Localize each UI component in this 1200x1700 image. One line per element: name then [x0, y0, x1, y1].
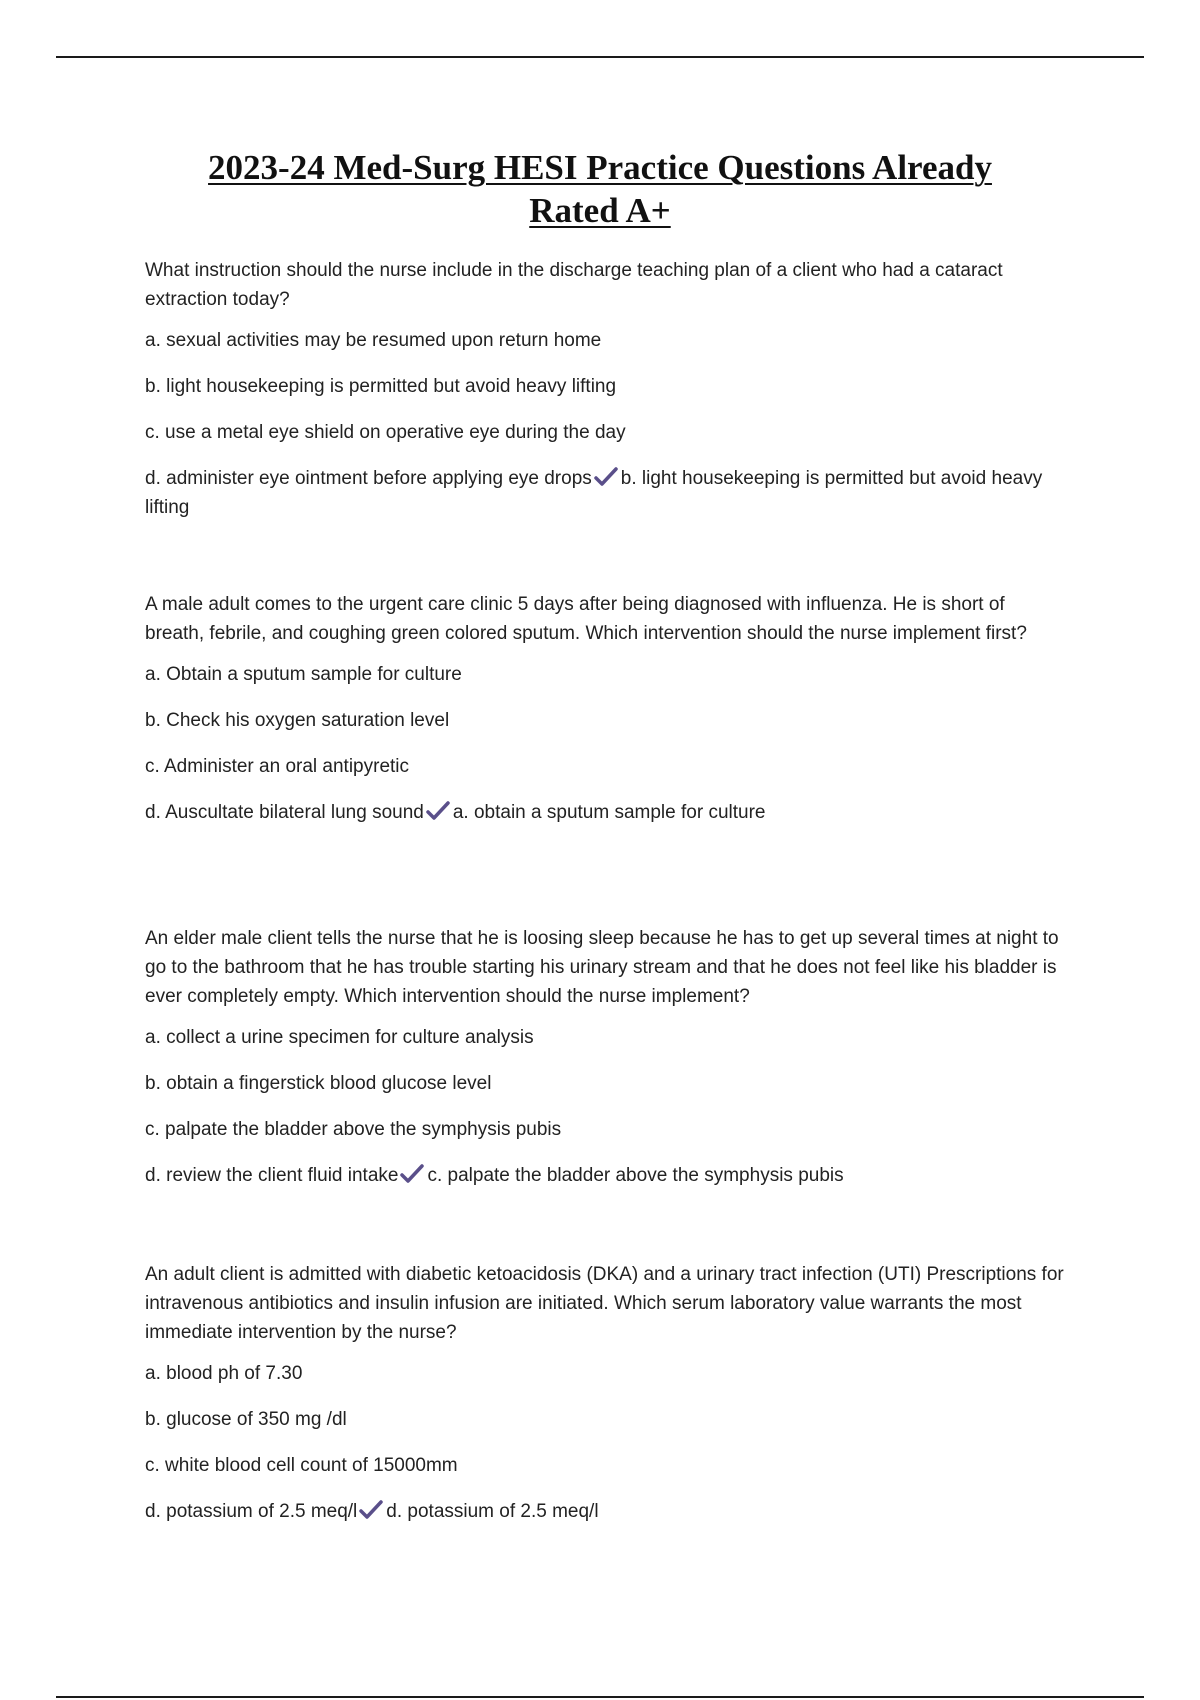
option-b: b. glucose of 350 mg /dl	[145, 1409, 347, 1430]
bottom-divider	[56, 1696, 1144, 1698]
question-stem: What instruction should the nurse include in the discharge teaching plan of a client who had a cataract extraction today?	[145, 260, 1003, 310]
option-c: c. Administer an oral antipyretic	[145, 756, 410, 777]
question-stem: A male adult comes to the urgent care clinic 5 days after being diagnosed with influenza. He is short of breath, febrile, and coughing green colored sputum. Which intervention should the nurse implement first?	[145, 594, 1027, 644]
top-divider	[56, 56, 1144, 58]
option-d-with-answer	[145, 1161, 1065, 1190]
question-2	[145, 590, 1065, 844]
option-a: a. blood ph of 7.30	[145, 1363, 303, 1384]
question-1	[145, 256, 1065, 539]
option-d: d. administer eye ointment before applying eye drops	[145, 468, 592, 489]
question-4	[145, 1260, 1065, 1543]
title-line-1: 2023-24 Med-Surg HESI Practice Questions Already	[208, 148, 992, 187]
document-title	[100, 146, 1100, 232]
question-3	[145, 924, 1065, 1207]
question-stem: An elder male client tells the nurse that he is loosing sleep because he has to get up several times at night to go to the bathroom that he has trouble starting his urinary stream and that he does not feel like his bladder is ever completely empty. Which intervention should the nurse implement?	[145, 928, 1059, 1007]
check-icon	[426, 800, 450, 822]
option-c: c. use a metal eye shield on operative eye during the day	[145, 422, 626, 443]
option-d-with-answer	[145, 464, 1065, 522]
option-b: b. Check his oxygen saturation level	[145, 710, 450, 731]
title-line-2: Rated A+	[529, 191, 671, 230]
option-c: c. palpate the bladder above the symphysis pubis	[145, 1119, 562, 1140]
option-a: a. collect a urine specimen for culture analysis	[145, 1027, 534, 1048]
option-a: a. sexual activities may be resumed upon return home	[145, 330, 602, 351]
option-d: d. potassium of 2.5 meq/l	[145, 1501, 358, 1522]
answer-text: d. potassium of 2.5 meq/l	[386, 1501, 599, 1522]
answer-text: c. palpate the bladder above the symphysis pubis	[427, 1165, 844, 1186]
option-b: b. obtain a fingerstick blood glucose level	[145, 1073, 492, 1094]
option-a: a. Obtain a sputum sample for culture	[145, 664, 462, 685]
check-icon	[594, 466, 618, 488]
check-icon	[400, 1163, 424, 1185]
check-icon	[359, 1499, 383, 1521]
option-d-with-answer	[145, 798, 1065, 827]
option-d-with-answer	[145, 1497, 1065, 1526]
option-b: b. light housekeeping is permitted but avoid heavy lifting	[145, 376, 617, 397]
answer-text: b. light housekeeping is permitted but avoid heavy lifting	[145, 468, 1043, 518]
option-d: d. Auscultate bilateral lung sound	[145, 802, 424, 823]
option-c: c. white blood cell count of 15000mm	[145, 1455, 458, 1476]
answer-text: a. obtain a sputum sample for culture	[452, 802, 766, 823]
option-d: d. review the client fluid intake	[145, 1165, 399, 1186]
question-stem: An adult client is admitted with diabetic ketoacidosis (DKA) and a urinary tract infection (UTI) Prescriptions for intravenous antibiotics and insulin infusion are initiated. Which serum laboratory value warrants the most immediate intervention by the nurse?	[145, 1264, 1064, 1343]
